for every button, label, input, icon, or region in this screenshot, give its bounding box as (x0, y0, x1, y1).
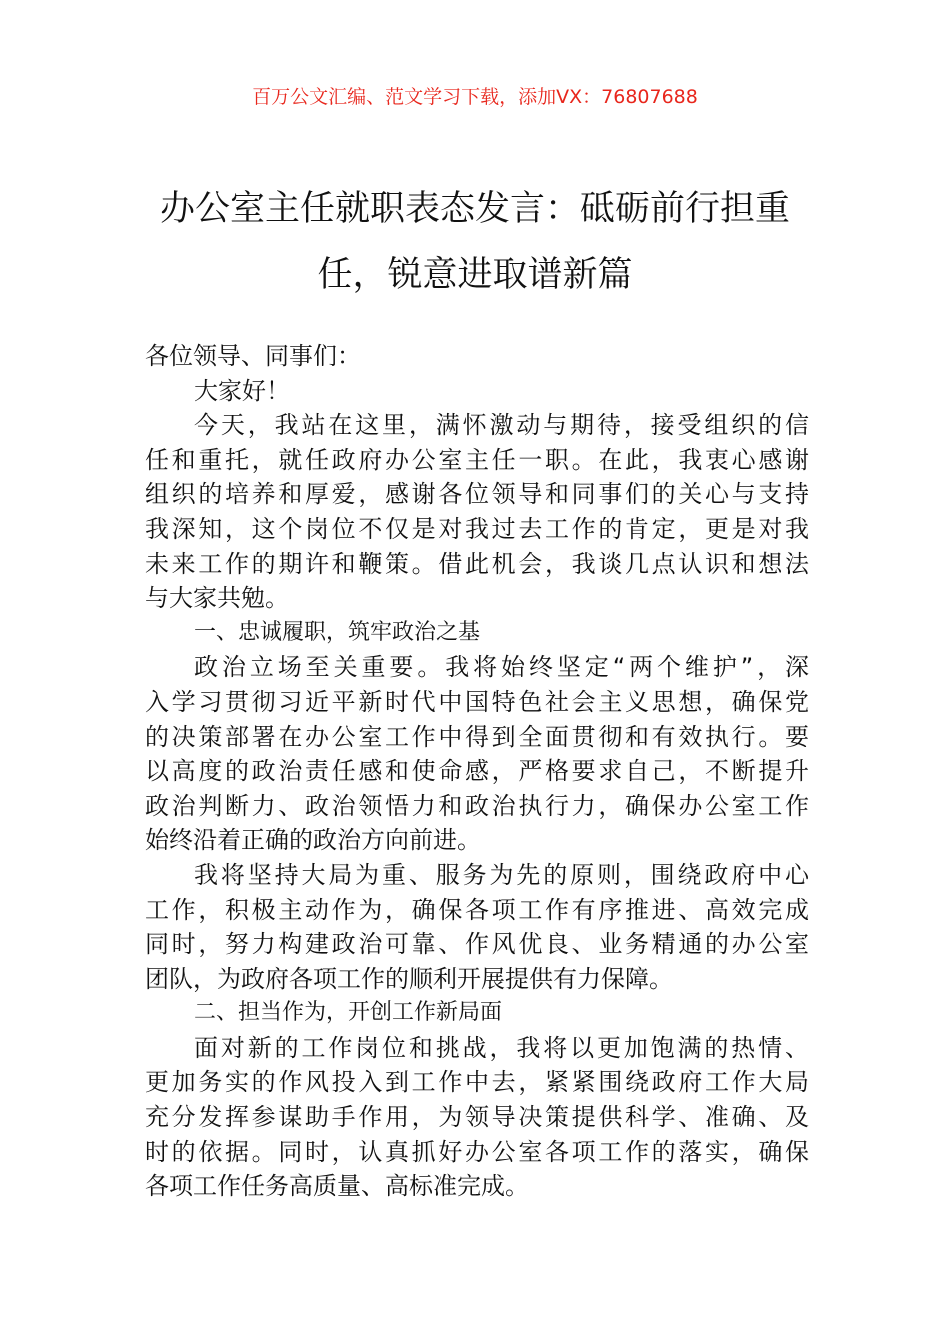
paragraph (145, 858, 809, 996)
paragraph-line: 面对新的工作岗位和挑战，我将以更加饱满的热情、 (194, 1033, 809, 1062)
paragraph-line: 今天，我站在这里，满怀激动与期待，接受组织的信 (194, 411, 809, 440)
paragraph-line: 团队，为政府各项工作的顺利开展提供有力保障。 (145, 964, 673, 993)
paragraph (145, 1031, 809, 1204)
paragraph-line: 与大家共勉。 (145, 584, 289, 613)
paragraph-line: 入学习贯彻习近平新时代中国特色社会主义思想，确保党 (145, 687, 809, 716)
paragraph-line: 我深知，这个岗位不仅是对我过去工作的肯定，更是对我 (145, 514, 809, 543)
paragraph (145, 408, 809, 616)
salutation: 各位领导、同事们： (145, 342, 361, 370)
paragraph-line: 始终沿着正确的政治方向前进。 (145, 826, 481, 855)
paragraph-line: 我将坚持大局为重、服务为先的原则，围绕政府中心 (194, 860, 809, 889)
greeting: 大家好！ (194, 376, 290, 405)
document-title (140, 176, 810, 308)
paragraph-line: 政治立场至关重要。我将始终坚定“两个维护”，深 (194, 653, 809, 682)
paragraph (145, 650, 809, 858)
paragraph-line: 政治判断力、政治领悟力和政治执行力，确保办公室工作 (145, 791, 809, 820)
document-body (145, 339, 809, 1204)
title-line: 任，锐意进取谱新篇 (317, 255, 633, 295)
paragraph-line: 充分发挥参谋助手作用，为领导决策提供科学、准确、及 (145, 1103, 809, 1132)
section-heading: 二、担当作为，开创工作新局面 (194, 1000, 503, 1026)
paragraph-line: 时的依据。同时，认真抓好办公室各项工作的落实，确保 (145, 1137, 809, 1166)
paragraph-line: 以高度的政治责任感和使命感，严格要求自己，不断提升 (145, 757, 809, 786)
paragraph-line: 工作，积极主动作为，确保各项工作有序推进、高效完成 (145, 895, 809, 924)
paragraph-line: 未来工作的期许和鞭策。借此机会，我谈几点认识和想法 (145, 549, 809, 578)
watermark-note: 百万公文汇编、范文学习下载，添加VX：76807688 (252, 86, 698, 108)
paragraph-line: 的决策部署在办公室工作中得到全面贯彻和有效执行。要 (145, 722, 809, 751)
title-line: 办公室主任就职表态发言：砥砺前行担重 (159, 189, 790, 229)
paragraph-line: 各项工作任务高质量、高标准完成。 (145, 1172, 529, 1201)
paragraph-line: 更加务实的作风投入到工作中去，紧紧围绕政府工作大局 (145, 1068, 809, 1097)
paragraph-line: 任和重托，就任政府办公室主任一职。在此，我衷心感谢 (145, 445, 809, 474)
paragraph-line: 组织的培养和厚爱，感谢各位领导和同事们的关心与支持 (145, 480, 809, 509)
paragraph-line: 同时，努力构建政治可靠、作风优良、业务精通的办公室 (145, 930, 809, 959)
section-heading: 一、忠诚履职，筑牢政治之基 (194, 619, 481, 645)
